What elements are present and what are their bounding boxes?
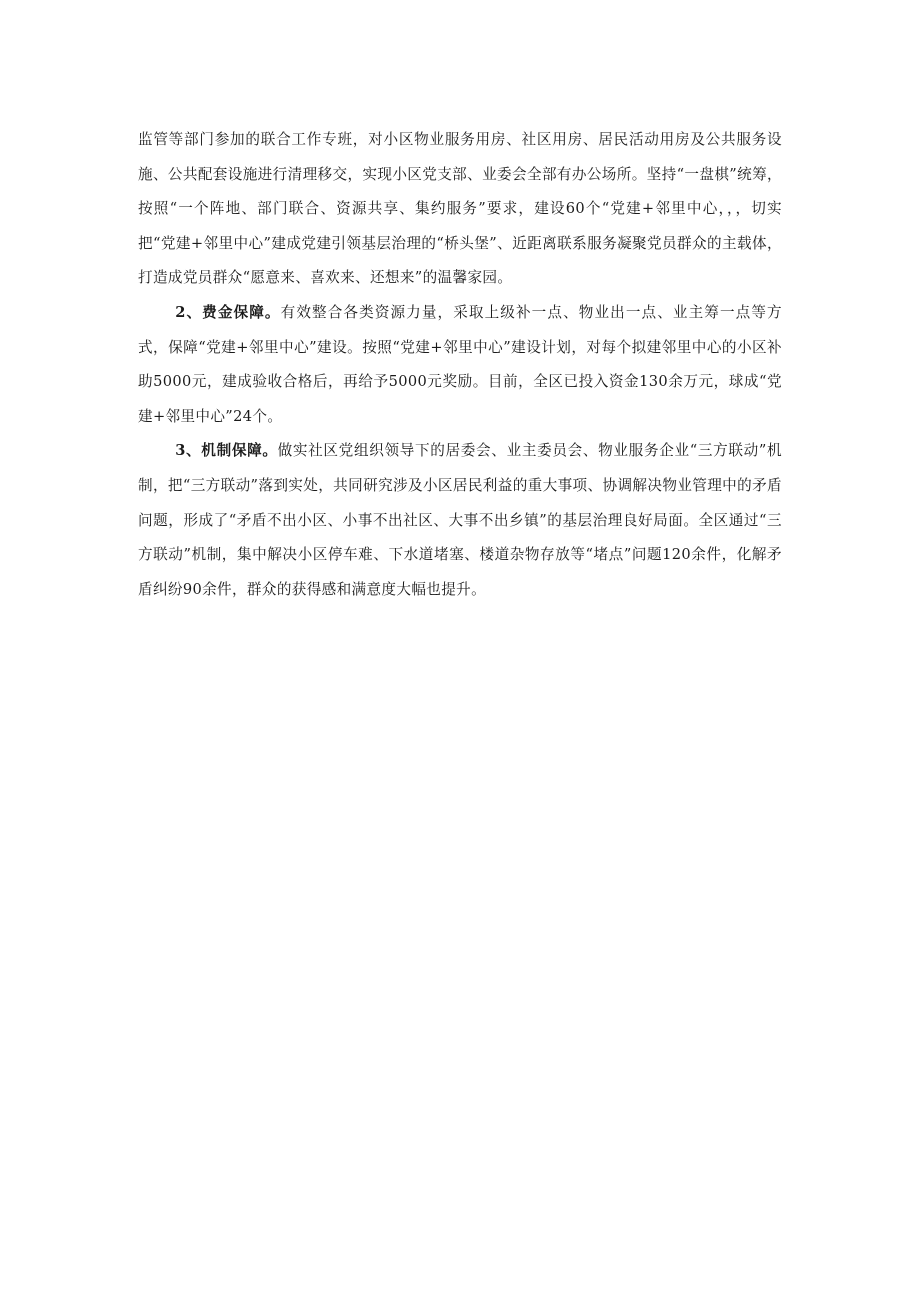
paragraph-continuation	[138, 123, 782, 296]
paragraph-heading: 2、费金保障。	[175, 303, 281, 321]
paragraph-text: 有效整合各类资源力量，采取上级补一点、物业出一点、业主筹一点等方式，保障“党建+邻里中心”建设。按照“党建+邻里中心”建设计划，对每个拟建邻里中心的小区补助5000元，建成验收合格后，再给予5000元奖励。目前，全区已投入资金130余万元，球成“党建+邻里中心”24个。	[138, 303, 783, 425]
paragraph-text: 做实社区党组织领导下的居委会、业主委员会、物业服务企业“三方联动”机制，把“三方联动”落到实处，共同研究涉及小区居民利益的重大事项、协调解决物业管理中的矛盾问题，形成了“矛盾不出小区、小事不出社区、大事不出乡镇”的基层治理良好局面。全区通过“三方联动”机制，集中解决小区停车难、下水道堵塞、楼道杂物存放等“堵点”问题120余件，化解矛盾纠纷90余件，群众的获得感和满意度大幅也提升。	[138, 442, 782, 598]
paragraph-mechanism	[138, 434, 782, 607]
document-body	[138, 123, 782, 607]
paragraph-funding	[138, 296, 782, 434]
paragraph-heading: 3、机制保障。	[175, 442, 278, 460]
paragraph-text: 监管等部门参加的联合工作专班，对小区物业服务用房、社区用房、居民活动用房及公共服务设施、公共配套设施进行清理移交，实现小区党支部、业委会全部有办公场所。坚持“一盘棋”统筹，按照“一个阵地、部门联合、资源共享、集约服务”要求，建设60个“党建+邻里中心，，，切实把“党建+邻里中心”建成党建引领基层治理的“桥头堡”、近距离联系服务凝聚党员群众的主载体，打造成党员群众“愿意来、喜欢来、还想来”的温馨家园。	[138, 131, 782, 287]
